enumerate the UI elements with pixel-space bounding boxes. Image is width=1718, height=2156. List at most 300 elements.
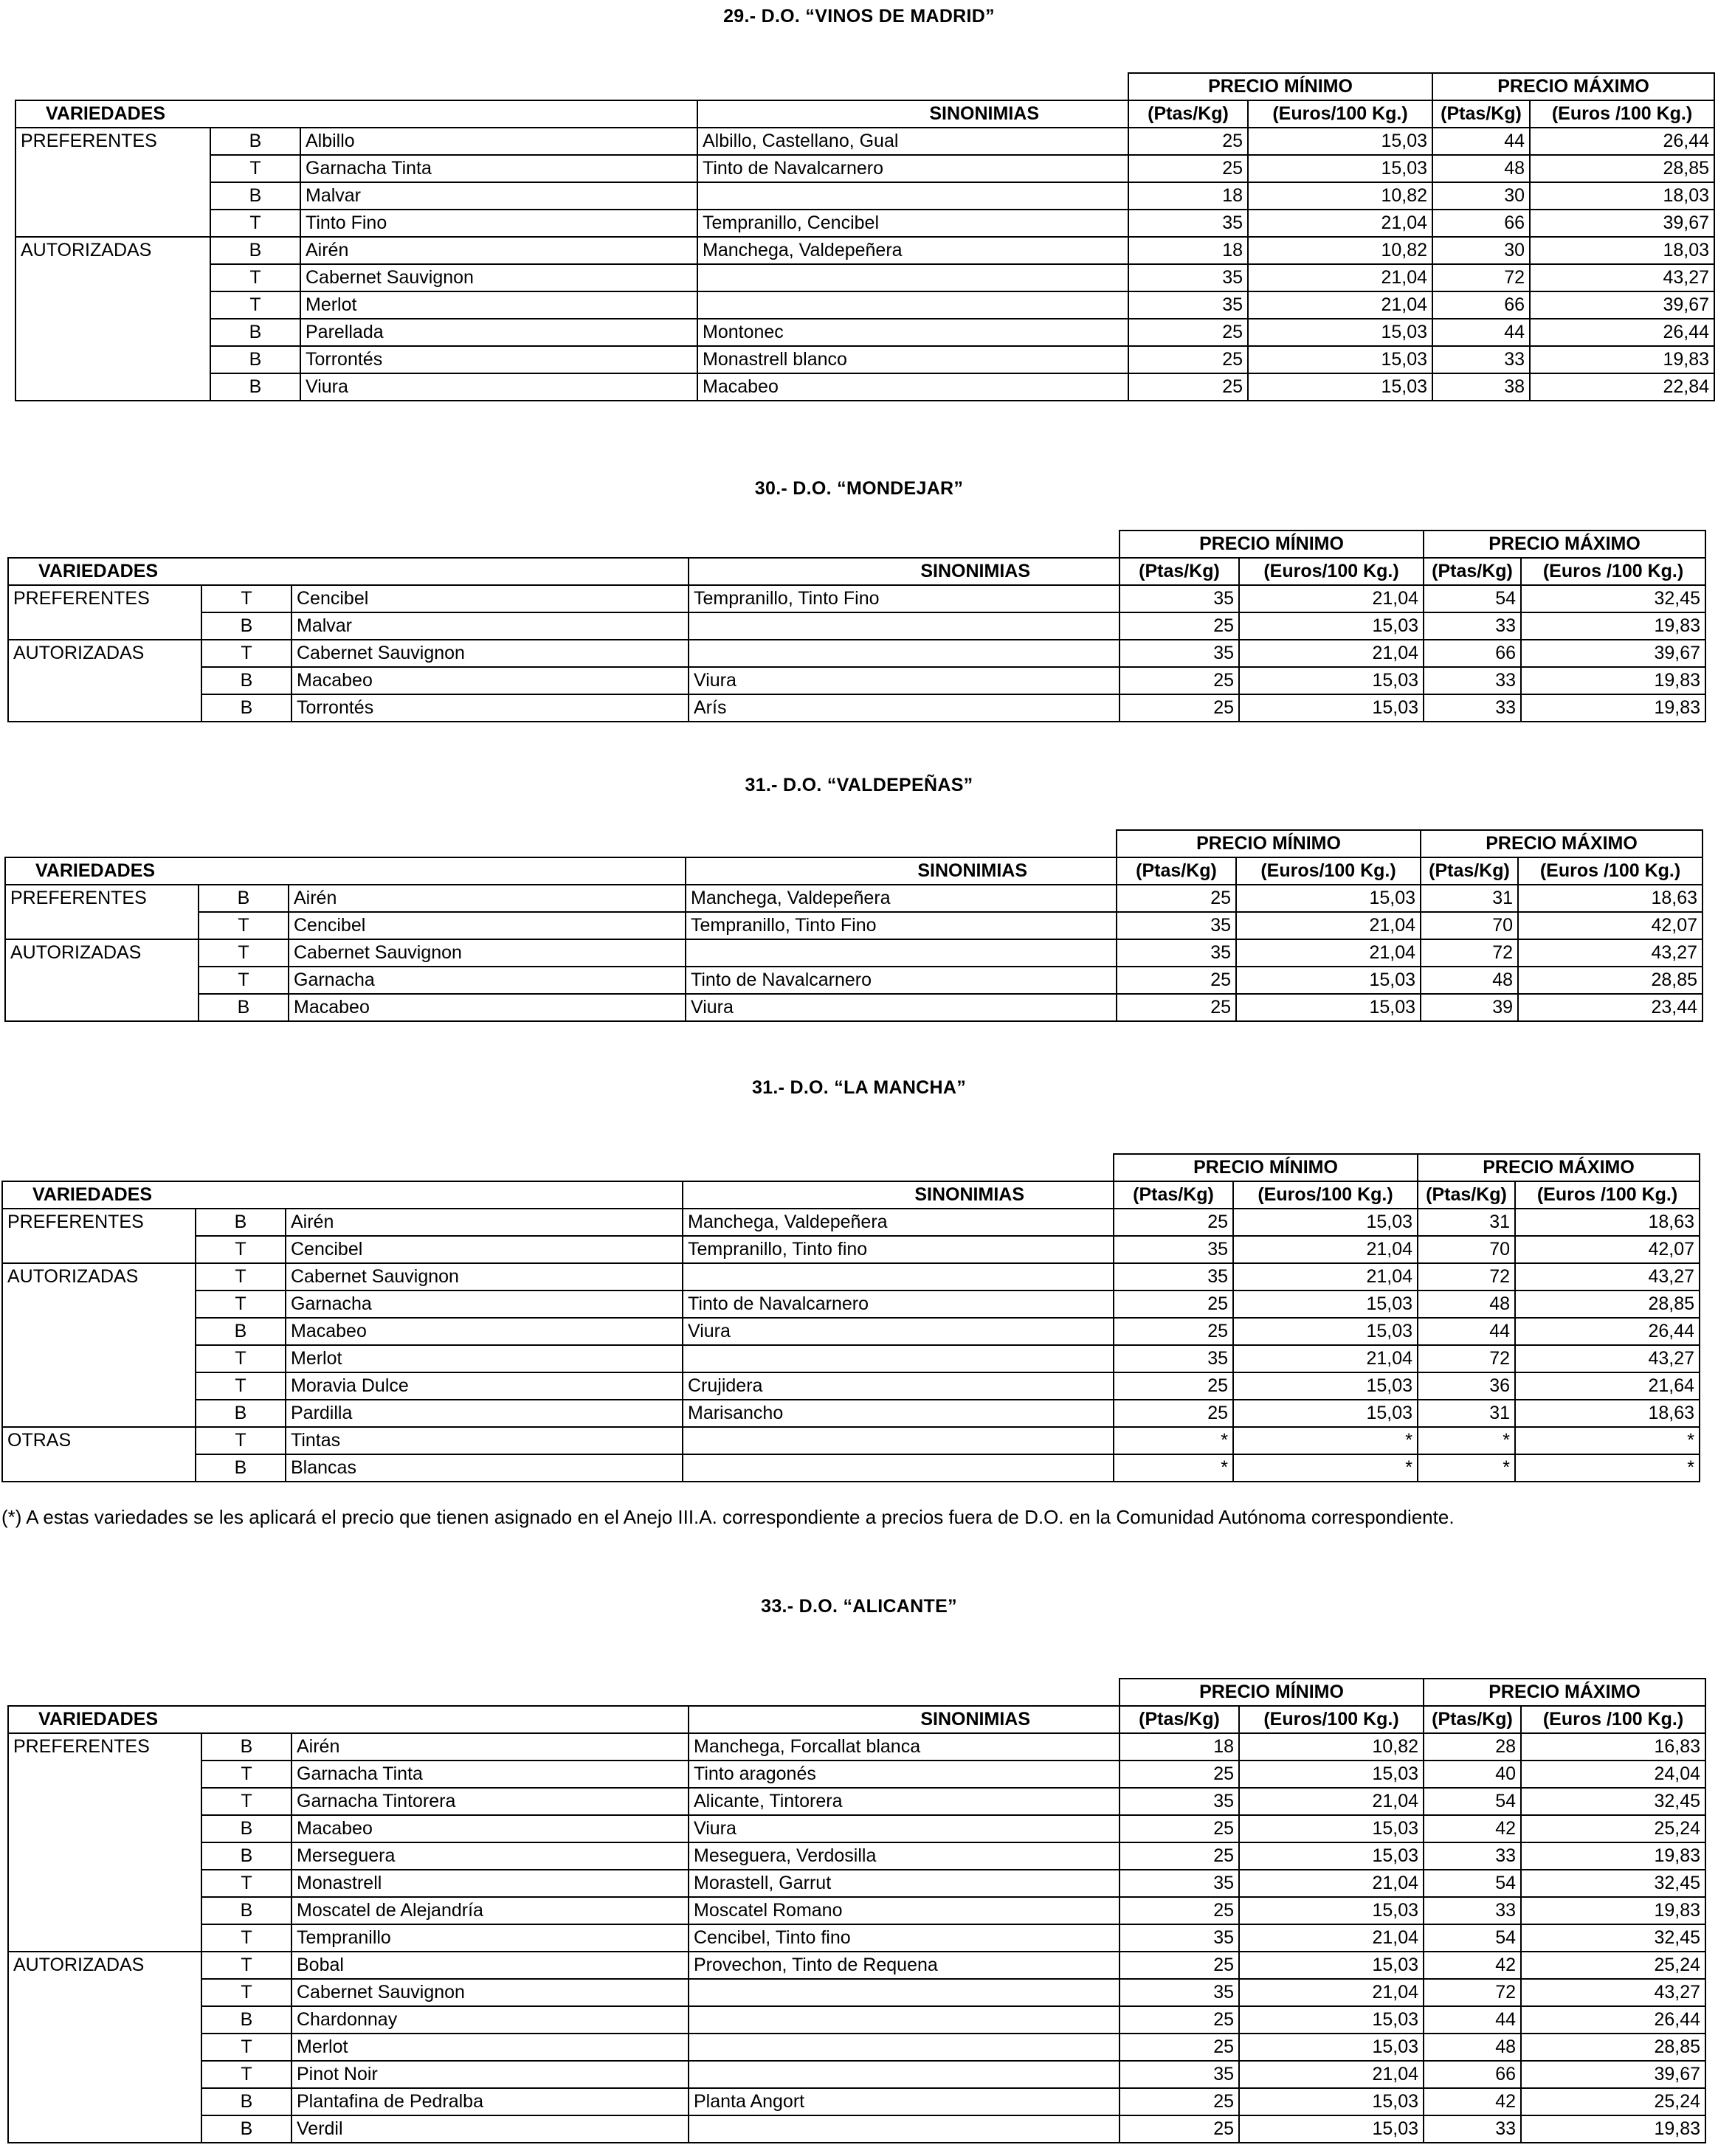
- table-row: [2, 1291, 1700, 1318]
- max-ptas-kg: 72: [1421, 939, 1518, 967]
- header-blank: [8, 531, 1120, 558]
- variety-name: Macabeo: [291, 1815, 689, 1842]
- color-code: B: [201, 2006, 291, 2034]
- min-euros-100kg: 21,04: [1248, 264, 1432, 291]
- synonyms: Montonec: [697, 319, 1128, 346]
- variety-name: Parellada: [300, 319, 697, 346]
- variety-name: Merlot: [286, 1345, 683, 1372]
- table-row: [15, 291, 1714, 319]
- min-euros-100kg: 15,03: [1233, 1372, 1418, 1400]
- synonyms: Macabeo: [697, 373, 1128, 401]
- color-code: T: [201, 1761, 291, 1788]
- variety-name: Torrontés: [291, 694, 689, 722]
- min-ptas-kg: 35: [1120, 585, 1239, 612]
- min-euros-100kg: 15,03: [1239, 667, 1424, 694]
- table-row: [15, 373, 1714, 401]
- synonyms: [683, 1427, 1114, 1454]
- min-euros-100kg: 15,03: [1233, 1318, 1418, 1345]
- group-label: AUTORIZADAS: [15, 237, 210, 401]
- group-label: AUTORIZADAS: [2, 1263, 196, 1427]
- table-row: [5, 912, 1703, 939]
- min-euros-100kg: 10,82: [1248, 182, 1432, 210]
- max-euros-100kg: 39,67: [1521, 2061, 1705, 2088]
- variety-name: Plantafina de Pedralba: [291, 2088, 689, 2115]
- table-row: [2, 1209, 1700, 1236]
- max-euros-100kg: 18,63: [1515, 1400, 1700, 1427]
- max-euros-100kg: 23,44: [1518, 994, 1703, 1021]
- min-ptas-kg: 35: [1114, 1345, 1233, 1372]
- variety-name: Pinot Noir: [291, 2061, 689, 2088]
- variety-name: Monastrell: [291, 1870, 689, 1897]
- table-row: [8, 640, 1705, 667]
- synonyms: Planta Angort: [689, 2088, 1120, 2115]
- color-code: B: [199, 994, 289, 1021]
- synonyms: Cencibel, Tinto fino: [689, 1924, 1120, 1952]
- max-ptas-kg: 44: [1424, 2006, 1521, 2034]
- color-code: T: [201, 2034, 291, 2061]
- header-precio-minimo: PRECIO MÍNIMO: [1128, 73, 1432, 100]
- variety-name: Viura: [300, 373, 697, 401]
- price-table: [4, 829, 1703, 1022]
- max-euros-100kg: 19,83: [1521, 667, 1705, 694]
- table-row: [2, 1372, 1700, 1400]
- synonyms: Manchega, Valdepeñera: [683, 1209, 1114, 1236]
- min-ptas-kg: 25: [1114, 1209, 1233, 1236]
- color-code: T: [201, 1924, 291, 1952]
- color-code: B: [201, 1842, 291, 1870]
- max-euros-100kg: 26,44: [1530, 319, 1714, 346]
- group-label: PREFERENTES: [8, 1733, 201, 1952]
- header-min-euros: (Euros/100 Kg.): [1248, 100, 1432, 128]
- variety-name: Moravia Dulce: [286, 1372, 683, 1400]
- synonyms: Manchega, Forcallat blanca: [689, 1733, 1120, 1761]
- min-euros-100kg: 15,03: [1248, 155, 1432, 182]
- synonyms: Meseguera, Verdosilla: [689, 1842, 1120, 1870]
- max-euros-100kg: 28,85: [1521, 2034, 1705, 2061]
- max-euros-100kg: 39,67: [1530, 210, 1714, 237]
- synonyms: [697, 182, 1128, 210]
- min-euros-100kg: 15,03: [1239, 694, 1424, 722]
- max-euros-100kg: 39,67: [1521, 640, 1705, 667]
- max-ptas-kg: 72: [1418, 1345, 1515, 1372]
- min-euros-100kg: 15,03: [1239, 612, 1424, 640]
- max-ptas-kg: 44: [1432, 319, 1530, 346]
- max-ptas-kg: 44: [1418, 1318, 1515, 1345]
- max-euros-100kg: 42,07: [1518, 912, 1703, 939]
- table-row: [8, 585, 1705, 612]
- max-euros-100kg: 26,44: [1521, 2006, 1705, 2034]
- table-row: [8, 1979, 1705, 2006]
- min-ptas-kg: 25: [1128, 128, 1248, 155]
- synonyms: Viura: [683, 1318, 1114, 1345]
- max-euros-100kg: 19,83: [1521, 1842, 1705, 1870]
- variety-name: Pardilla: [286, 1400, 683, 1427]
- color-code: B: [196, 1400, 286, 1427]
- min-euros-100kg: 15,03: [1239, 2115, 1424, 2143]
- header-sinonimias: SINONIMIAS: [686, 857, 1117, 885]
- min-ptas-kg: 35: [1114, 1236, 1233, 1263]
- table-row: [8, 2034, 1705, 2061]
- min-euros-100kg: 21,04: [1236, 912, 1421, 939]
- min-ptas-kg: 25: [1120, 612, 1239, 640]
- table-row: [8, 1788, 1705, 1815]
- max-euros-100kg: 43,27: [1521, 1979, 1705, 2006]
- min-euros-100kg: *: [1233, 1454, 1418, 1482]
- min-ptas-kg: 18: [1128, 237, 1248, 264]
- section-title: 31.- D.O. “LA MANCHA”: [751, 1077, 967, 1098]
- table-row: [8, 1733, 1705, 1761]
- synonyms: Moscatel Romano: [689, 1897, 1120, 1924]
- synonyms: Tinto de Navalcarnero: [697, 155, 1128, 182]
- variety-name: Blancas: [286, 1454, 683, 1482]
- max-euros-100kg: 21,64: [1515, 1372, 1700, 1400]
- synonyms: [689, 2115, 1120, 2143]
- header-min-ptas: (Ptas/Kg): [1120, 558, 1239, 585]
- synonyms: Tempranillo, Tinto Fino: [686, 912, 1117, 939]
- synonyms: [697, 291, 1128, 319]
- synonyms: [689, 1979, 1120, 2006]
- synonyms: [689, 2061, 1120, 2088]
- variety-name: Merlot: [291, 2034, 689, 2061]
- table-row: [2, 1427, 1700, 1454]
- max-ptas-kg: 42: [1424, 2088, 1521, 2115]
- min-ptas-kg: 18: [1120, 1733, 1239, 1761]
- header-min-euros: (Euros/100 Kg.): [1233, 1181, 1418, 1209]
- group-label: PREFERENTES: [8, 585, 201, 640]
- header-max-euros: (Euros /100 Kg.): [1521, 558, 1705, 585]
- synonyms: Viura: [686, 994, 1117, 1021]
- min-euros-100kg: 15,03: [1248, 319, 1432, 346]
- max-ptas-kg: 48: [1432, 155, 1530, 182]
- variety-name: Cencibel: [286, 1236, 683, 1263]
- header-blank: [5, 830, 1117, 857]
- synonyms: [683, 1345, 1114, 1372]
- header-min-ptas: (Ptas/Kg): [1128, 100, 1248, 128]
- table-row: [8, 2115, 1705, 2143]
- color-code: T: [201, 1788, 291, 1815]
- header-row-prices: [8, 531, 1705, 558]
- max-ptas-kg: 30: [1432, 237, 1530, 264]
- min-euros-100kg: 15,03: [1236, 994, 1421, 1021]
- min-euros-100kg: 15,03: [1248, 346, 1432, 373]
- table-row: [8, 612, 1705, 640]
- price-table: [7, 530, 1706, 722]
- min-euros-100kg: 21,04: [1248, 210, 1432, 237]
- max-euros-100kg: 28,85: [1515, 1291, 1700, 1318]
- variety-name: Macabeo: [286, 1318, 683, 1345]
- max-ptas-kg: 54: [1424, 1870, 1521, 1897]
- max-ptas-kg: 33: [1424, 667, 1521, 694]
- synonyms: [697, 264, 1128, 291]
- min-euros-100kg: 15,03: [1248, 373, 1432, 401]
- section-title: 33.- D.O. “ALICANTE”: [761, 1596, 957, 1617]
- max-ptas-kg: 33: [1424, 612, 1521, 640]
- max-euros-100kg: 42,07: [1515, 1236, 1700, 1263]
- synonyms: Viura: [689, 1815, 1120, 1842]
- min-euros-100kg: 15,03: [1248, 128, 1432, 155]
- variety-name: Cabernet Sauvignon: [291, 1979, 689, 2006]
- min-ptas-kg: 25: [1120, 2006, 1239, 2034]
- synonyms: [683, 1454, 1114, 1482]
- header-precio-minimo: PRECIO MÍNIMO: [1114, 1154, 1418, 1181]
- min-ptas-kg: 35: [1120, 2061, 1239, 2088]
- variety-name: Malvar: [300, 182, 697, 210]
- synonyms: Viura: [689, 667, 1120, 694]
- header-row-columns: [15, 100, 1714, 128]
- min-ptas-kg: 35: [1120, 640, 1239, 667]
- color-code: B: [196, 1454, 286, 1482]
- max-ptas-kg: 42: [1424, 1952, 1521, 1979]
- color-code: T: [196, 1427, 286, 1454]
- color-code: B: [196, 1209, 286, 1236]
- table-row: [8, 694, 1705, 722]
- min-ptas-kg: *: [1114, 1427, 1233, 1454]
- synonyms: Monastrell blanco: [697, 346, 1128, 373]
- table-row: [2, 1400, 1700, 1427]
- variety-name: Cabernet Sauvignon: [289, 939, 686, 967]
- color-code: T: [196, 1236, 286, 1263]
- section-title: 31.- D.O. “VALDEPEÑAS”: [745, 775, 973, 795]
- min-ptas-kg: 18: [1128, 182, 1248, 210]
- min-ptas-kg: 25: [1120, 2034, 1239, 2061]
- color-code: B: [201, 667, 291, 694]
- min-euros-100kg: 15,03: [1239, 1897, 1424, 1924]
- variety-name: Cabernet Sauvignon: [286, 1263, 683, 1291]
- variety-name: Cabernet Sauvignon: [291, 640, 689, 667]
- color-code: B: [201, 1815, 291, 1842]
- header-max-ptas: (Ptas/Kg): [1421, 857, 1518, 885]
- min-ptas-kg: 35: [1120, 1870, 1239, 1897]
- header-sinonimias: SINONIMIAS: [689, 1706, 1120, 1733]
- table-row: [2, 1236, 1700, 1263]
- max-euros-100kg: 39,67: [1530, 291, 1714, 319]
- max-ptas-kg: 72: [1424, 1979, 1521, 2006]
- max-euros-100kg: 19,83: [1521, 1897, 1705, 1924]
- price-table: [1, 1153, 1700, 1482]
- synonyms: Albillo, Castellano, Gual: [697, 128, 1128, 155]
- max-ptas-kg: 72: [1418, 1263, 1515, 1291]
- min-ptas-kg: 25: [1117, 885, 1236, 912]
- group-label: PREFERENTES: [15, 128, 210, 237]
- variety-name: Tintas: [286, 1427, 683, 1454]
- header-max-euros: (Euros /100 Kg.): [1530, 100, 1714, 128]
- min-ptas-kg: 25: [1120, 2088, 1239, 2115]
- min-euros-100kg: 21,04: [1233, 1345, 1418, 1372]
- min-ptas-kg: 25: [1117, 994, 1236, 1021]
- max-ptas-kg: 39: [1421, 994, 1518, 1021]
- min-euros-100kg: 15,03: [1233, 1400, 1418, 1427]
- table-row: [15, 128, 1714, 155]
- max-ptas-kg: 48: [1421, 967, 1518, 994]
- variety-name: Cabernet Sauvignon: [300, 264, 697, 291]
- variety-name: Albillo: [300, 128, 697, 155]
- min-euros-100kg: 15,03: [1239, 2034, 1424, 2061]
- max-ptas-kg: 66: [1432, 210, 1530, 237]
- table-row: [5, 885, 1703, 912]
- max-ptas-kg: 70: [1418, 1236, 1515, 1263]
- group-label: AUTORIZADAS: [8, 640, 201, 722]
- synonyms: [689, 612, 1120, 640]
- min-euros-100kg: 21,04: [1233, 1263, 1418, 1291]
- table-row: [15, 346, 1714, 373]
- header-row-columns: [8, 558, 1705, 585]
- header-min-euros: (Euros/100 Kg.): [1239, 1706, 1424, 1733]
- max-euros-100kg: 25,24: [1521, 1815, 1705, 1842]
- header-row-columns: [5, 857, 1703, 885]
- min-euros-100kg: 21,04: [1239, 1979, 1424, 2006]
- table-row: [5, 994, 1703, 1021]
- synonyms: Crujidera: [683, 1372, 1114, 1400]
- synonyms: Tinto de Navalcarnero: [683, 1291, 1114, 1318]
- color-code: B: [210, 128, 300, 155]
- table-row: [8, 1952, 1705, 1979]
- min-ptas-kg: 25: [1120, 1952, 1239, 1979]
- max-euros-100kg: 22,84: [1530, 373, 1714, 401]
- header-sinonimias: SINONIMIAS: [683, 1181, 1114, 1209]
- header-precio-minimo: PRECIO MÍNIMO: [1120, 1679, 1424, 1706]
- table-row: [8, 2061, 1705, 2088]
- min-ptas-kg: 25: [1128, 373, 1248, 401]
- header-min-ptas: (Ptas/Kg): [1114, 1181, 1233, 1209]
- max-euros-100kg: 25,24: [1521, 1952, 1705, 1979]
- max-euros-100kg: 43,27: [1515, 1345, 1700, 1372]
- synonyms: [689, 2006, 1120, 2034]
- group-label: PREFERENTES: [2, 1209, 196, 1263]
- min-euros-100kg: 10,82: [1248, 237, 1432, 264]
- max-euros-100kg: 18,63: [1518, 885, 1703, 912]
- max-euros-100kg: 32,45: [1521, 585, 1705, 612]
- color-code: T: [196, 1291, 286, 1318]
- color-code: B: [210, 237, 300, 264]
- header-precio-maximo: PRECIO MÁXIMO: [1424, 531, 1705, 558]
- table-row: [2, 1345, 1700, 1372]
- header-row-prices: [15, 73, 1714, 100]
- color-code: B: [210, 346, 300, 373]
- synonyms: Tinto aragonés: [689, 1761, 1120, 1788]
- variety-name: Garnacha: [286, 1291, 683, 1318]
- table-row: [8, 1897, 1705, 1924]
- table-row: [8, 1870, 1705, 1897]
- max-ptas-kg: 33: [1424, 1897, 1521, 1924]
- min-euros-100kg: 15,03: [1233, 1291, 1418, 1318]
- header-row-prices: [8, 1679, 1705, 1706]
- max-ptas-kg: 30: [1432, 182, 1530, 210]
- max-ptas-kg: 66: [1424, 640, 1521, 667]
- max-euros-100kg: 43,27: [1518, 939, 1703, 967]
- max-ptas-kg: 33: [1424, 1842, 1521, 1870]
- variety-name: Torrontés: [300, 346, 697, 373]
- max-euros-100kg: 26,44: [1530, 128, 1714, 155]
- table-row: [2, 1454, 1700, 1482]
- synonyms: Tempranillo, Cencibel: [697, 210, 1128, 237]
- table-row: [8, 1761, 1705, 1788]
- variety-name: Bobal: [291, 1952, 689, 1979]
- variety-name: Cencibel: [289, 912, 686, 939]
- min-euros-100kg: 21,04: [1239, 1924, 1424, 1952]
- synonyms: [689, 640, 1120, 667]
- min-euros-100kg: 21,04: [1239, 1788, 1424, 1815]
- synonyms: Manchega, Valdepeñera: [686, 885, 1117, 912]
- header-precio-maximo: PRECIO MÁXIMO: [1418, 1154, 1700, 1181]
- color-code: B: [199, 885, 289, 912]
- table-row: [15, 237, 1714, 264]
- variety-name: Merlot: [300, 291, 697, 319]
- header-max-ptas: (Ptas/Kg): [1424, 1706, 1521, 1733]
- synonyms: Marisancho: [683, 1400, 1114, 1427]
- synonyms: Provechon, Tinto de Requena: [689, 1952, 1120, 1979]
- max-euros-100kg: 18,03: [1530, 237, 1714, 264]
- max-ptas-kg: 54: [1424, 1788, 1521, 1815]
- max-ptas-kg: 33: [1424, 2115, 1521, 2143]
- max-euros-100kg: 19,83: [1521, 2115, 1705, 2143]
- min-ptas-kg: 25: [1114, 1400, 1233, 1427]
- min-euros-100kg: 21,04: [1239, 585, 1424, 612]
- max-euros-100kg: 32,45: [1521, 1788, 1705, 1815]
- min-euros-100kg: 21,04: [1239, 1870, 1424, 1897]
- table-row: [5, 939, 1703, 967]
- section-title: 30.- D.O. “MONDEJAR”: [754, 478, 964, 499]
- group-label: AUTORIZADAS: [8, 1952, 201, 2143]
- min-euros-100kg: 15,03: [1239, 1842, 1424, 1870]
- variety-name: Airén: [289, 885, 686, 912]
- min-ptas-kg: 25: [1120, 1761, 1239, 1788]
- variety-name: Merseguera: [291, 1842, 689, 1870]
- table-row: [15, 155, 1714, 182]
- min-euros-100kg: 15,03: [1233, 1209, 1418, 1236]
- color-code: B: [210, 319, 300, 346]
- synonyms: Arís: [689, 694, 1120, 722]
- max-euros-100kg: *: [1515, 1454, 1700, 1482]
- min-ptas-kg: 35: [1120, 1924, 1239, 1952]
- header-blank: [2, 1154, 1114, 1181]
- variety-name: Garnacha: [289, 967, 686, 994]
- max-ptas-kg: 70: [1421, 912, 1518, 939]
- group-label: OTRAS: [2, 1427, 196, 1482]
- min-euros-100kg: 21,04: [1248, 291, 1432, 319]
- min-ptas-kg: 35: [1114, 1263, 1233, 1291]
- min-ptas-kg: 35: [1128, 210, 1248, 237]
- header-sinonimias: SINONIMIAS: [689, 558, 1120, 585]
- header-variedades: VARIEDADES: [15, 100, 697, 128]
- table-row: [8, 1842, 1705, 1870]
- variety-name: Tempranillo: [291, 1924, 689, 1952]
- min-euros-100kg: 15,03: [1239, 1952, 1424, 1979]
- max-ptas-kg: 72: [1432, 264, 1530, 291]
- min-euros-100kg: 21,04: [1233, 1236, 1418, 1263]
- max-euros-100kg: 18,03: [1530, 182, 1714, 210]
- min-ptas-kg: 25: [1120, 694, 1239, 722]
- max-ptas-kg: *: [1418, 1427, 1515, 1454]
- max-ptas-kg: 38: [1432, 373, 1530, 401]
- synonyms: Tempranillo, Tinto Fino: [689, 585, 1120, 612]
- min-ptas-kg: 35: [1128, 291, 1248, 319]
- min-euros-100kg: 21,04: [1236, 939, 1421, 967]
- group-label: AUTORIZADAS: [5, 939, 199, 1021]
- header-max-ptas: (Ptas/Kg): [1432, 100, 1530, 128]
- min-ptas-kg: 25: [1120, 2115, 1239, 2143]
- header-row-columns: [8, 1706, 1705, 1733]
- header-blank: [15, 73, 1128, 100]
- variety-name: Tinto Fino: [300, 210, 697, 237]
- min-ptas-kg: 25: [1117, 967, 1236, 994]
- min-euros-100kg: 15,03: [1239, 2006, 1424, 2034]
- header-blank: [8, 1679, 1120, 1706]
- header-min-euros: (Euros/100 Kg.): [1239, 558, 1424, 585]
- color-code: B: [201, 2088, 291, 2115]
- table-row: [8, 667, 1705, 694]
- min-euros-100kg: 21,04: [1239, 640, 1424, 667]
- min-euros-100kg: 15,03: [1239, 1815, 1424, 1842]
